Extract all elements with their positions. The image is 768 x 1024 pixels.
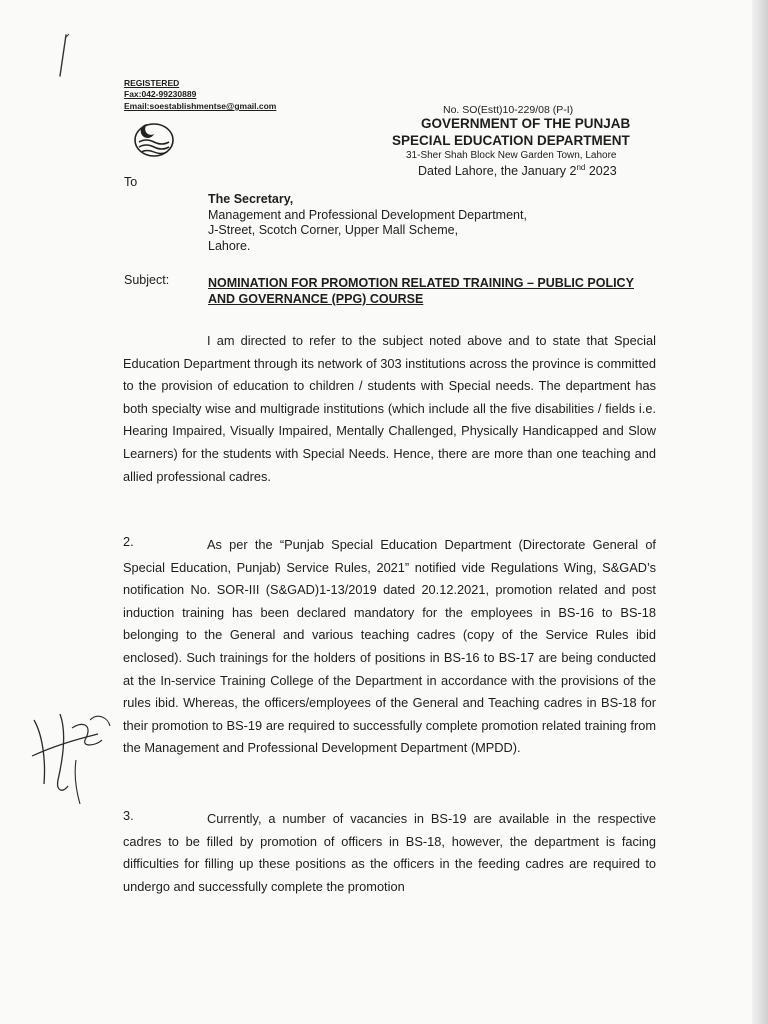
paragraph-2-number: 2. [123,534,134,549]
paragraph-2: As per the “Punjab Special Education Department (Directorate General of Special Education, Punjab) Service Rules, 2021” notified vide Regulations Wing, S&GAD’s notification No. SOR-III (S&GAD)1-13/2019 dated 20.12.2021, promotion related and post induction training has been declared mandatory for the employees in BS-16 to BS-18 belonging to the General and various teaching cadres (copy of the Service Rules ibid enclosed). Such trainings for the holders of positions in BS-16 to BS-17 are being conducted at the In-service Training College of the Department in accordance with the provisions of the rules ibid. Whereas, the officers/employees of the General and Teaching cadres in BS-18 for their promotion to BS-19 are required to successfully complete promotion related training from the Management and Professional Development Department (MPDD). [123,537,656,756]
recipient-address [208,192,527,254]
subject-line: NOMINATION FOR PROMOTION RELATED TRAINING – PUBLIC POLICY [208,276,634,290]
paragraph-3-number: 3. [123,808,134,823]
reference-number: No. SO(Estt)10-229/08 (P-I) [443,104,574,116]
department-address: 31-Sher Shah Block New Garden Town, Lahore [406,150,617,161]
government-of-punjab-emblem-icon [130,118,178,158]
subject-line: AND GOVERNANCE (PPG) COURSE [208,292,424,306]
fax-number: Fax:042-99230889 [124,89,197,99]
department-title: SPECIAL EDUCATION DEPARTMENT [392,133,630,148]
registered-label: REGISTERED [124,78,180,88]
recipient-title: The Secretary, [208,192,294,206]
to-label: To [124,175,138,189]
handwritten-signature-icon [28,700,116,810]
subject-text [208,275,634,307]
paragraph-3: Currently, a number of vacancies in BS-19 are available in the respective cadres to be filled by promotion of officers in BS-18, however, the department is facing difficulties for filling up these positions as the officers in the feeding cadres are required to undergo and successfully complete the promotion [123,811,656,894]
page-edge [752,0,768,1024]
subject-label: Subject: [124,273,170,287]
recipient-line: Management and Professional Development Department, [208,207,527,222]
recipient-line: J-Street, Scotch Corner, Upper Mall Scheme, [208,223,459,237]
paragraph-1: I am directed to refer to the subject noted above and to state that Special Education Department through its network of 303 institutions across the province is committed to the provision of education to children / students with Special needs. The department has both specialty wise and multigrade institutions (which include all the five disabilities / fields i.e. Hearing Impaired, Visually Impaired, Mentally Challenged, Physically Handicapped and Slow Learners) for the students with Special Needs. Hence, there are more than one teaching and allied professional cadres. [123,333,656,484]
government-title: GOVERNMENT OF THE PUNJAB [421,116,631,131]
pen-stroke-mark [52,32,74,80]
recipient-line: Lahore. [208,238,251,253]
email-address: Email:soestablishmentse@gmail.com [124,101,277,111]
letter-date: Dated Lahore, the January 2nd 2023 [418,163,617,179]
